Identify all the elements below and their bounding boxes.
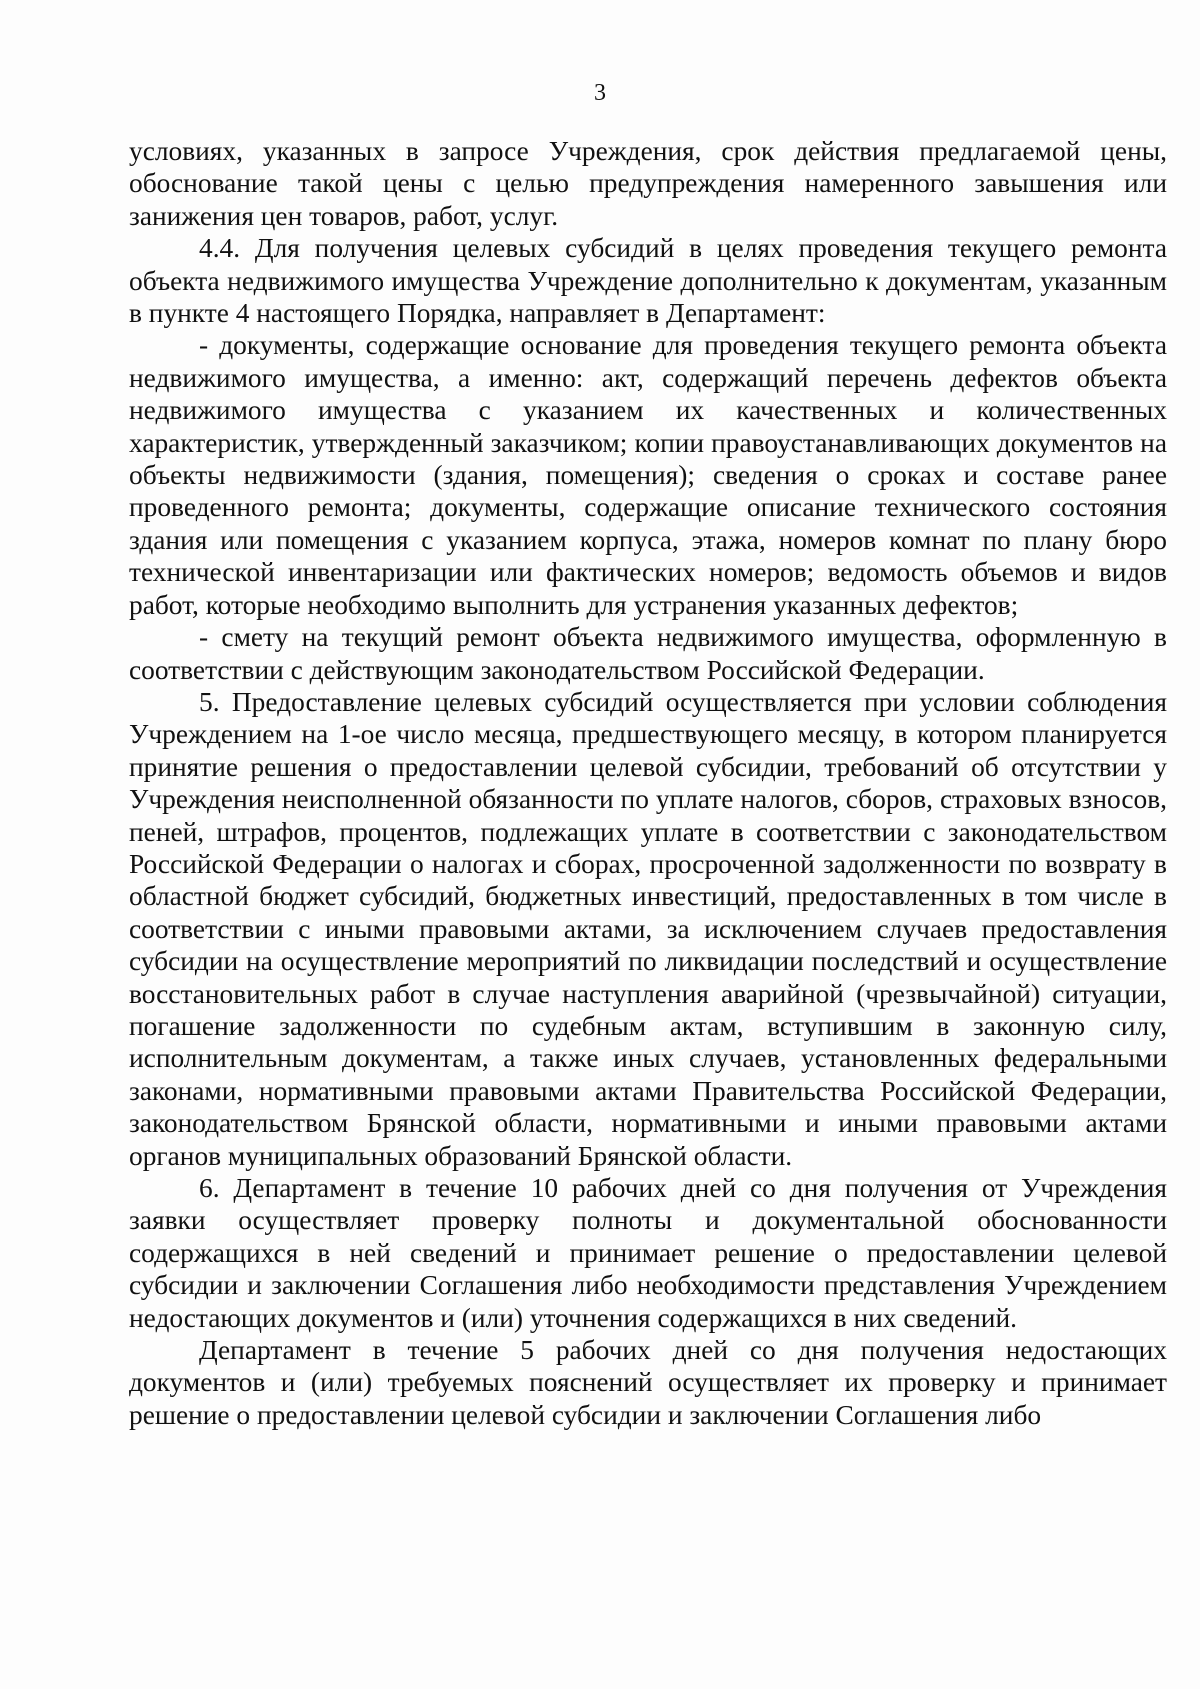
- paragraph-6: 6. Департамент в течение 10 рабочих дней со дня получения от Учреждения заявки осуществляет проверку полноты и документальной обоснованности содержащихся в ней сведений и принимает решение о предоставлении целевой субсидии и заключении Соглашения либо необходимости представления Учреждением недостающих документов и (или) уточнения содержащихся в них сведений.: [129, 1173, 1167, 1333]
- page-number: 3: [594, 80, 606, 106]
- paragraph-6-followup: Департамент в течение 5 рабочих дней со дня получения недостающих документов и (или) требуемых пояснений осуществляет их проверку и принимает решение о предоставлении целевой субсидии и заключении Соглашения либо: [129, 1335, 1167, 1430]
- paragraph-4-4: 4.4. Для получения целевых субсидий в целях проведения текущего ремонта объекта недвижимого имущества Учреждение дополнительно к документам, указанным в пункте 4 настоящего Порядка, направляет в Департамент:: [129, 233, 1167, 329]
- list-item-estimate: - смету на текущий ремонт объекта недвижимого имущества, оформленную в соответствии с действующим законодательством Российской Федерации.: [129, 622, 1167, 685]
- document-body: [129, 135, 1167, 1431]
- list-item-documents: - документы, содержащие основание для проведения текущего ремонта объекта недвижимого имущества, а именно: акт, содержащий перечень дефектов объекта недвижимого имущества с указанием их качественных и количественных характеристик, утвержденный заказчиком; копии правоустанавливающих документов на объекты недвижимости (здания, помещения); сведения о сроках и составе ранее проведенного ремонта; документы, содержащие описание технического состояния здания или помещения с указанием корпуса, этажа, номеров комнат по плану бюро технической инвентаризации или фактических номеров; ведомость объемов и видов работ, которые необходимо выполнить для устранения указанных дефектов;: [129, 330, 1167, 620]
- paragraph-5: 5. Предоставление целевых субсидий осуществляется при условии соблюдения Учреждением на 1-ое число месяца, предшествующего месяцу, в котором планируется принятие решения о предоставлении целевой субсидии, требований об отсутствии у Учреждения неисполненной обязанности по уплате налогов, сборов, страховых взносов, пеней, штрафов, процентов, подлежащих уплате в соответствии с законодательством Российской Федерации о налогах и сборах, просроченной задолженности по возврату в областной бюджет субсидий, бюджетных инвестиций, предоставленных в том числе в соответствии с иными правовыми актами, за исключением случаев предоставления субсидии на осуществление мероприятий по ликвидации последствий и осуществление восстановительных работ в случае наступления аварийной (чрезвычайной) ситуации, погашение задолженности по судебным актам, вступившим в законную силу, исполнительным документам, а также иных случаев, установленных федеральными законами, нормативными правовыми актами Правительства Российской Федерации, законодательством Брянской области, нормативными и иными правовыми актами органов муниципальных образований Брянской области.: [129, 686, 1167, 1171]
- paragraph-continuation: условиях, указанных в запросе Учреждения, срок действия предлагаемой цены, обоснование такой цены с целью предупреждения намеренного завышения или занижения цен товаров, работ, услуг.: [129, 136, 1167, 231]
